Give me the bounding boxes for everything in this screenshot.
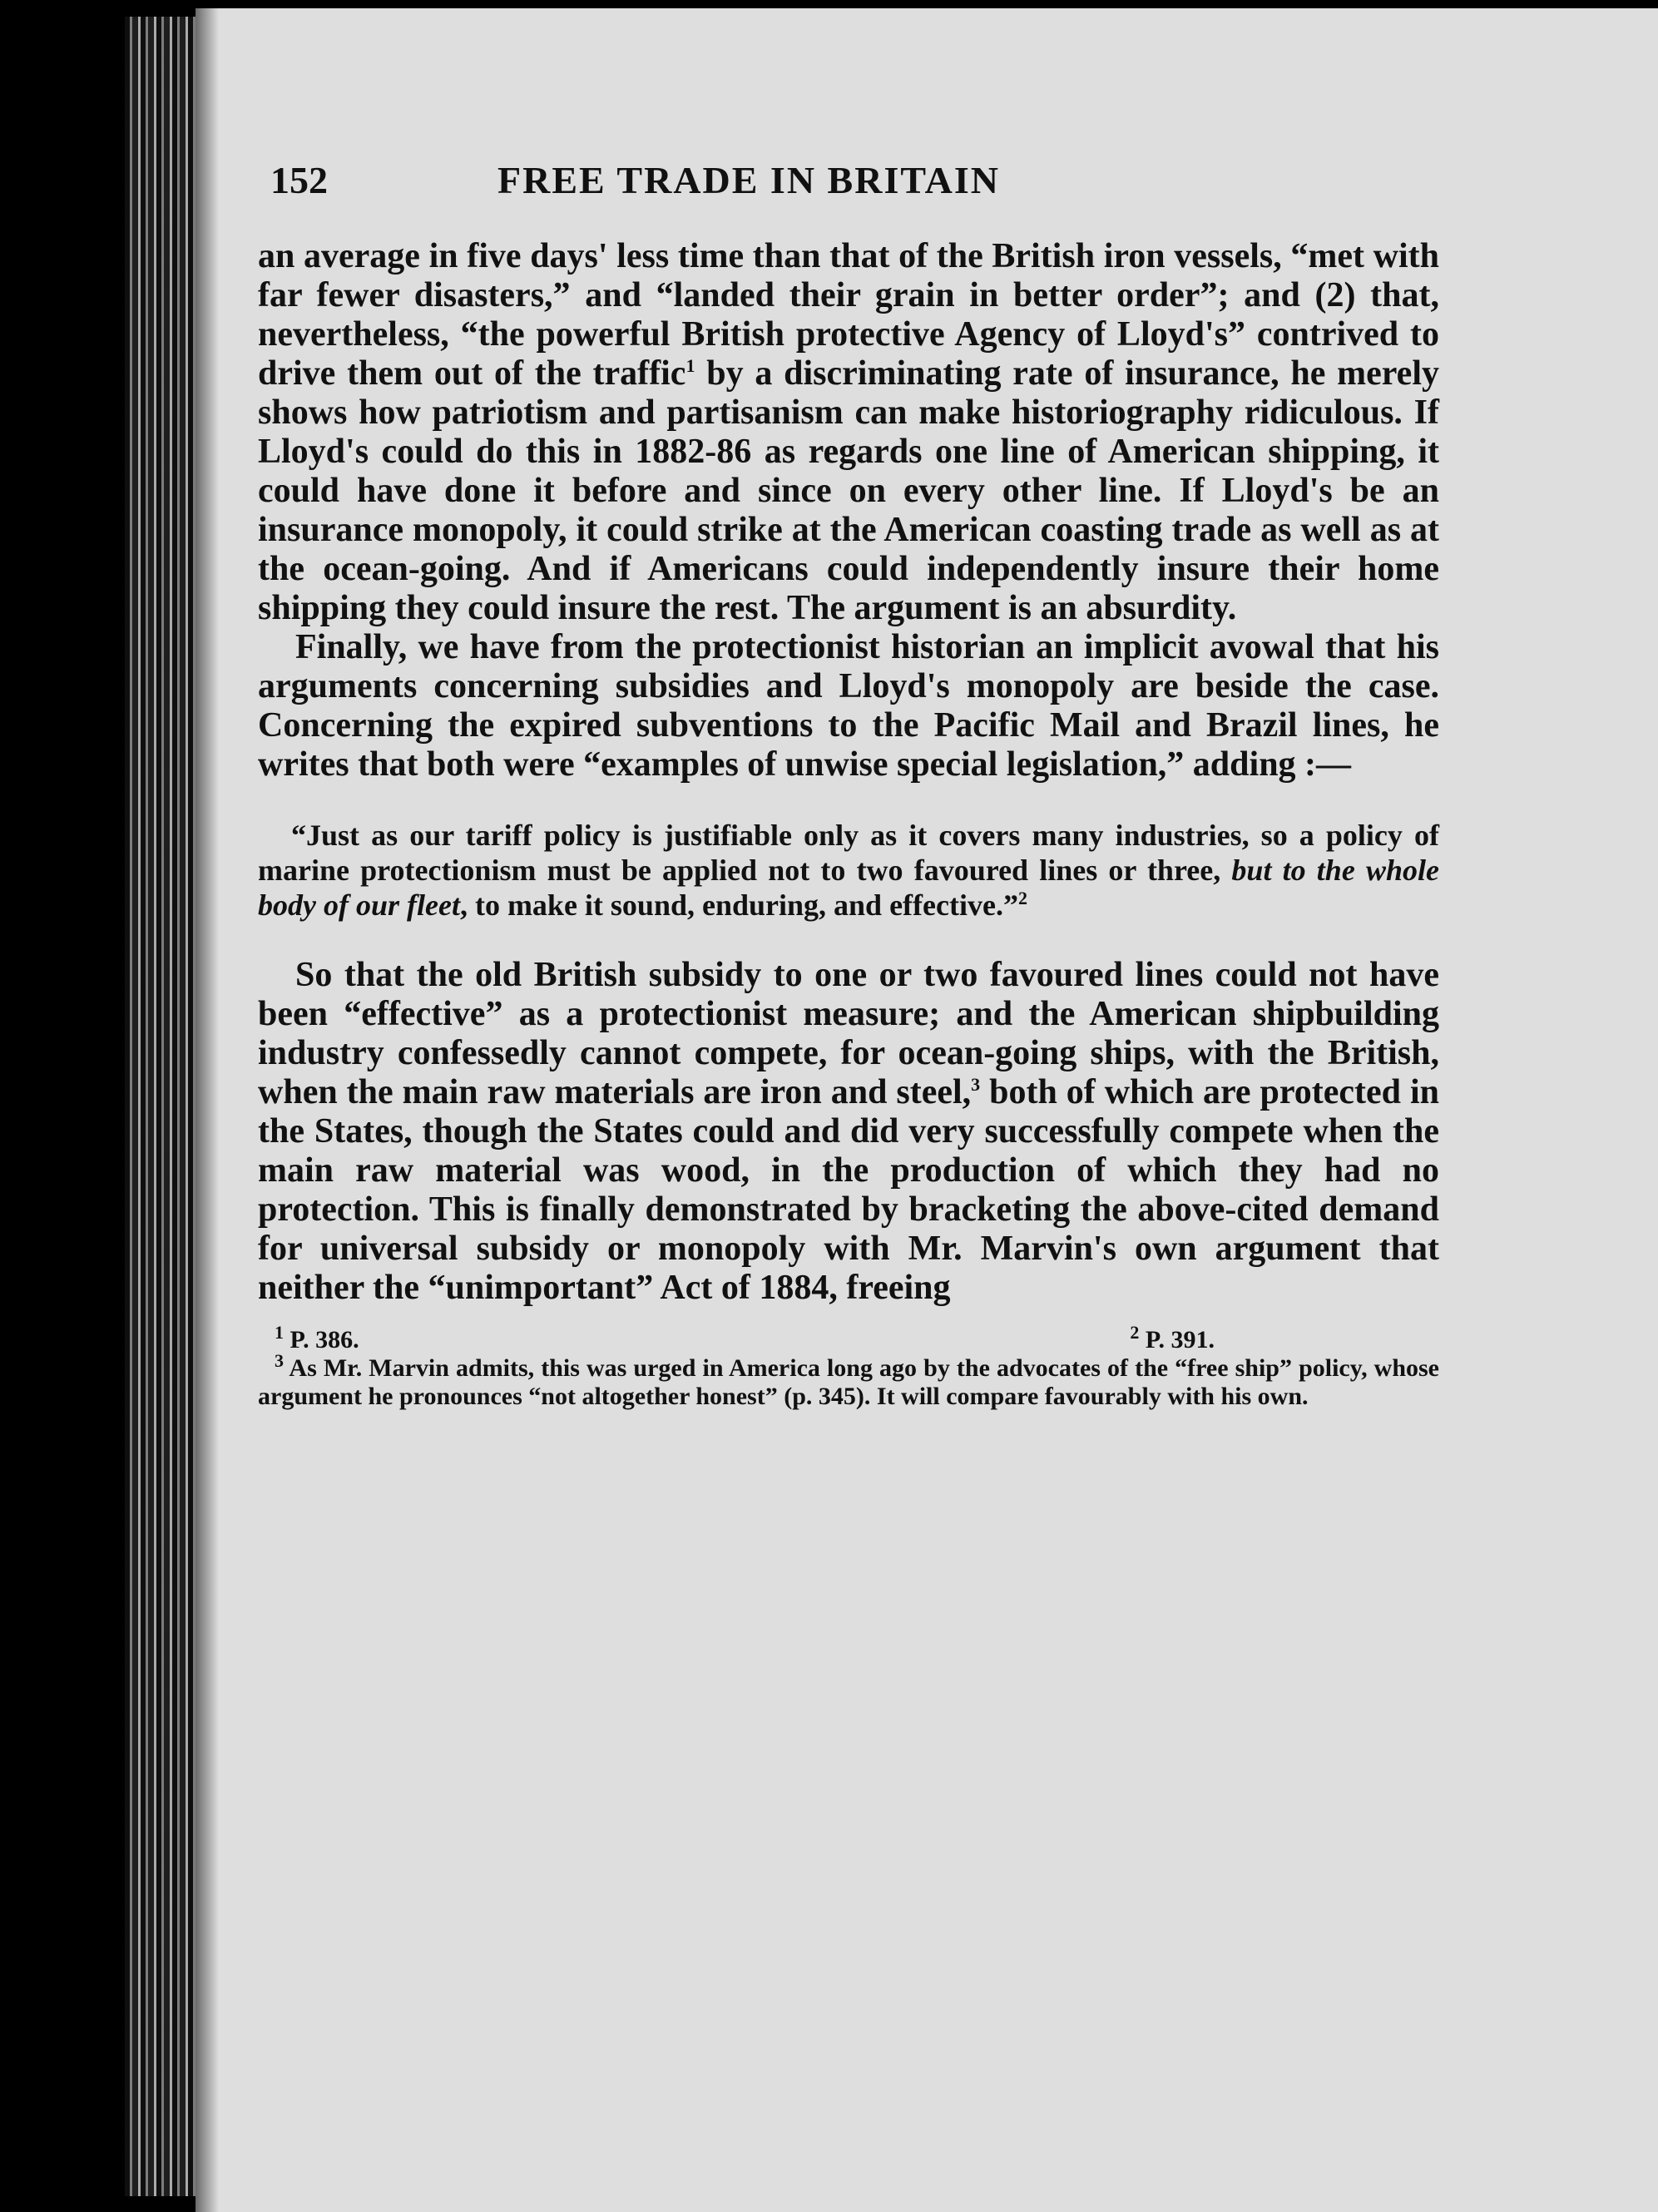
running-head: FREE TRADE IN BRITAIN <box>497 159 1000 201</box>
paragraph-3: So that the old British subsidy to one or two favoured lines could not have been “effective” as a protectionist measure; and the American shipbuilding industry confessedly cannot compete, for ocean-going ships, with the British, when the main raw materials are iron and steel,$^3$ both of which are protected in the States, though the States could and did very successfully compete when the main raw material was wood, in the production of which they had no protection. This is finally demonstrated by bracketing the above-cited demand for universal subsidy or monopoly with Mr. Marvin's own argument that neither the “unimportant” Act of 1884, freeing <box>258 956 1439 1307</box>
footnote-ref-2: 2 <box>1017 888 1027 908</box>
book-spine-edge <box>125 17 200 2196</box>
paragraph-2: Finally, we have from the protectionist historian an implicit avowal that his arguments concerning subsidies and Lloyd's monopoly are beside the case. Concerning the expired subventions to the Pacific Mail and Brazil lines, he writes that both were “examples of unwise special legislation,” adding :— <box>258 628 1439 784</box>
paragraph-1: an average in five days' less time than that of the British iron vessels, “met with far fewer disasters,” and “landed their grain in better order”; and (2) that, nevertheless, “the powerful British protective Agency of Lloyd's” contrived to drive them out of the traffic$^1$ by a discriminating rate of insurance, he merely shows how patriotism and partisanism can make historiography ridiculous. If Lloyd's could do this in 1882-86 as regards one line of American shipping, it could have done it before and since on every other line. If Lloyd's be an insurance monopoly, it could strike at the American coasting trade as well as at the ocean-going. And if Americans could independently insure their home shipping they could insure the rest. The argument is an absurdity. <box>258 237 1439 627</box>
quote-italic: but to the whole body of our fleet <box>258 854 1439 922</box>
body-text <box>258 237 1439 1411</box>
page-header <box>270 158 1227 216</box>
footnote-1: $^1$ P. 386. <box>275 1322 359 1353</box>
footnotes <box>258 1322 1439 1411</box>
block-quote: “Just as our tariff policy is justifiable only as it covers many industries, so a policy of marine protectionism must be applied not to two favoured lines or three, but to the whole body of our fleet, to make it sound, enduring, and effective.”$^2$ <box>258 819 1439 922</box>
footnote-ref-3: 3 <box>971 1074 981 1095</box>
footnote-3: $^3$ As Mr. Marvin admits, this was urged in America long ago by the advocates of the “free ship” policy, whose argument he pronounces “not altogether honest” (p. 345). It will compare favourably with his own. <box>258 1350 1439 1410</box>
page-number: 152 <box>270 159 328 201</box>
footnote-ref-1: 1 <box>685 355 695 376</box>
footnote-2: $^2$ P. 391. <box>1130 1322 1215 1353</box>
